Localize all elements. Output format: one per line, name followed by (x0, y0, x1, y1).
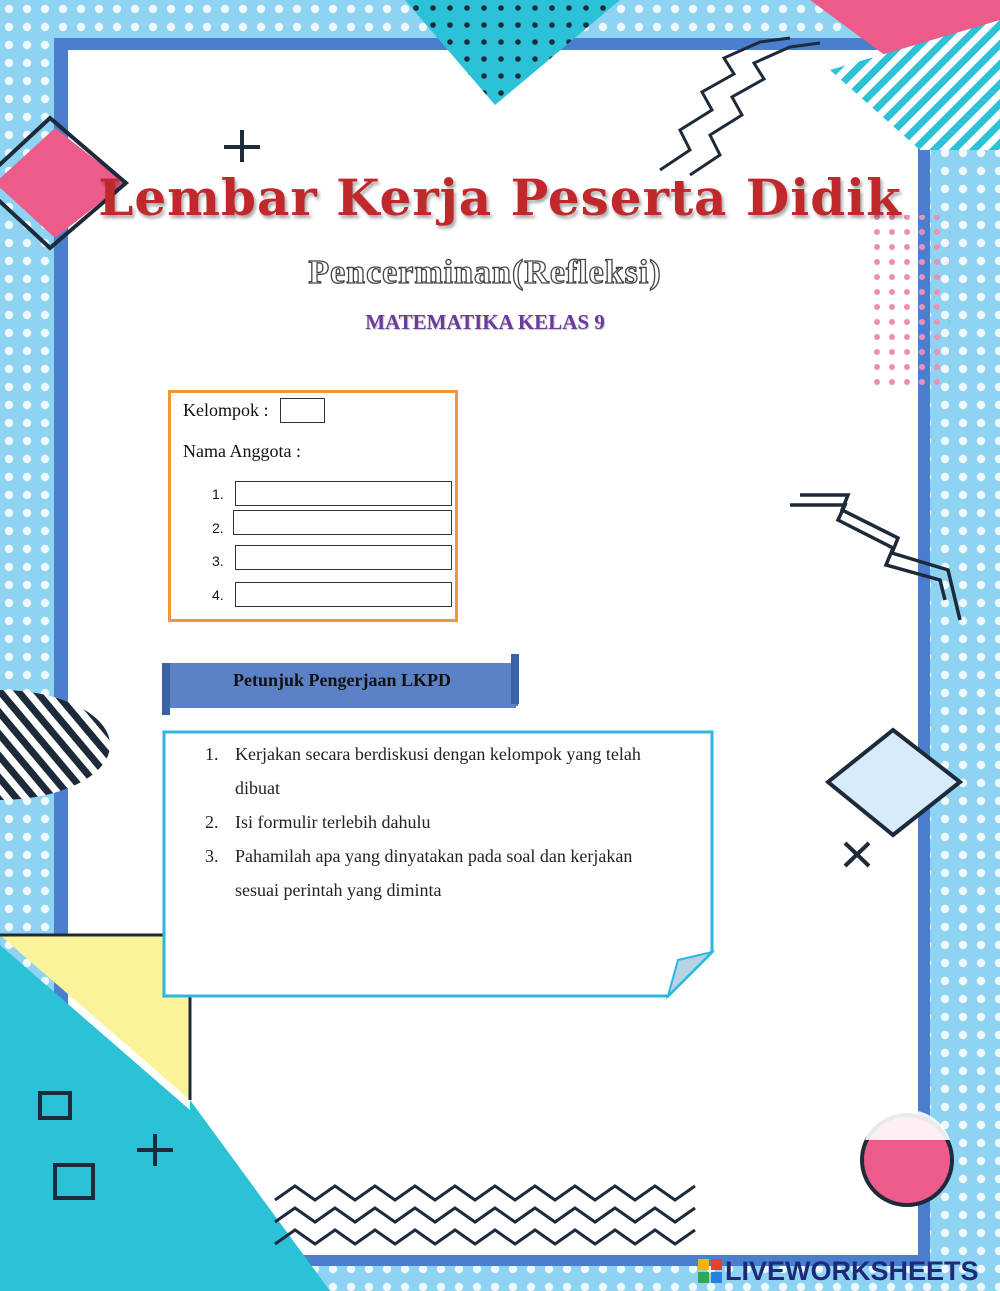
subject-label: MATEMATIKA KELAS 9 (365, 310, 605, 334)
list-item (205, 737, 695, 805)
step-text: Kerjakan secara berdiskusi dengan kelompok yang telah (235, 744, 641, 764)
step-text: Pahamilah apa yang dinyatakan pada soal dan kerjakan (235, 846, 633, 866)
member-number: 3. (212, 553, 224, 569)
liveworksheets-logo-icon (698, 1259, 722, 1283)
instructions-heading: Petunjuk Pengerjaan LKPD (233, 670, 451, 690)
step-text-cont: sesuai perintah yang diminta (235, 880, 442, 900)
group-input[interactable] (280, 398, 325, 423)
members-label: Nama Anggota : (183, 441, 301, 461)
member-3-input[interactable] (235, 545, 452, 570)
member-2-input[interactable] (233, 510, 452, 535)
list-item (205, 839, 695, 907)
member-1-input[interactable] (235, 481, 452, 506)
list-item (205, 805, 695, 839)
topic-subtitle: Pencerminan(Refleksi) (308, 254, 662, 291)
step-text-cont: dibuat (235, 778, 280, 798)
instructions-list (205, 737, 695, 907)
liveworksheets-logo (698, 1256, 979, 1286)
step-number: 1. (205, 744, 219, 764)
member-4-input[interactable] (235, 582, 452, 607)
liveworksheets-wordmark: LIVEWORKSHEETS (725, 1255, 979, 1286)
member-number: 1. (212, 486, 224, 502)
step-text: Isi formulir terlebih dahulu (235, 812, 431, 832)
group-label: Kelompok : (183, 400, 269, 420)
step-number: 2. (205, 812, 219, 832)
member-number: 2. (212, 520, 224, 536)
step-number: 3. (205, 846, 219, 866)
member-number: 4. (212, 587, 224, 603)
page-title: Lembar Kerja Peserta Didik (98, 168, 902, 227)
